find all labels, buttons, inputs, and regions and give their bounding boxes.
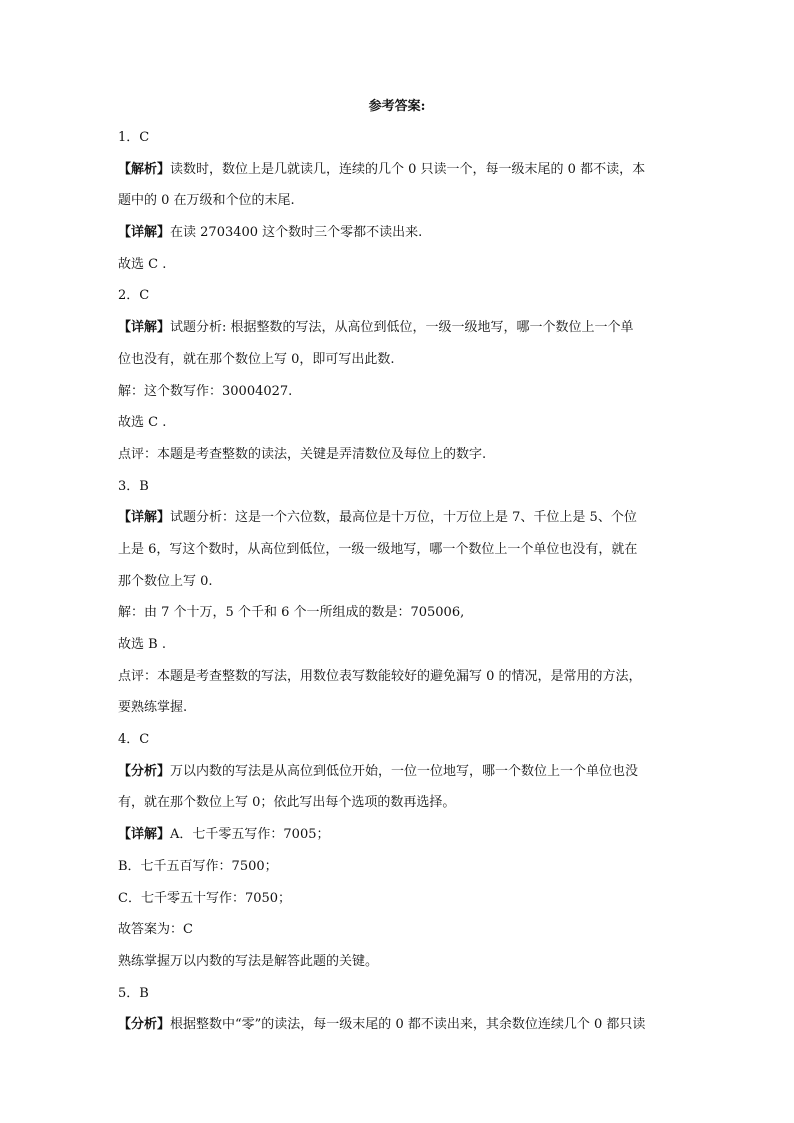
line-text: 万以内数的写法是从高位到低位开始，一位一位地写，哪一个数位上一个单位也没: [170, 763, 639, 779]
line-text: 熟练掌握万以内数的写法是解答此题的关键。: [118, 953, 379, 969]
section-tag: 【解析】: [118, 161, 171, 177]
line-text: B．七千五百写作：7500；: [118, 858, 278, 874]
text-line: [118, 692, 678, 724]
section-tag: 【分析】: [118, 763, 171, 779]
text-line: [118, 914, 678, 946]
text-line: [118, 217, 678, 249]
text-line: [118, 122, 678, 154]
text-line: [118, 946, 678, 978]
text-line: [118, 471, 678, 503]
section-tag: 【详解】: [118, 510, 171, 526]
line-text: 故选 B .: [118, 637, 166, 652]
text-line: [118, 851, 678, 883]
line-text: C．七千零五十写作：7050；: [118, 890, 292, 906]
text-line: [118, 566, 678, 598]
line-text: 试题分析：这是一个六位数，最高位是十万位，十万位上是 7、千位上是 5、个位: [170, 510, 637, 526]
line-text: 5．B: [118, 985, 149, 1001]
document-title: 参考答案:: [368, 99, 426, 114]
line-text: 试题分析: 根据整数的写法，从高位到低位，一级一级地写，哪一个数位上一个单: [170, 320, 634, 336]
line-text: 读数时，数位上是几就读几，连续的几个 0 只读一个，每一级末尾的 0 都不读，本: [170, 161, 646, 177]
line-text: A．七千零五写作：7005；: [170, 827, 330, 843]
line-text: 4．C: [118, 732, 150, 748]
answer-body: [118, 122, 678, 1041]
line-text: 上是 6，写这个数时，从高位到低位，一级一级地写，哪一个数位上一个单位也没有，就在: [118, 541, 638, 557]
line-text: 2．C: [118, 288, 150, 304]
text-line: [118, 502, 678, 534]
text-line: [118, 724, 678, 756]
text-line: [118, 185, 678, 217]
text-line: [118, 154, 678, 186]
section-tag: 【详解】: [118, 225, 171, 241]
line-text: 1．C: [118, 130, 150, 145]
text-line: [118, 439, 678, 471]
text-line: [118, 756, 678, 788]
line-text: 故选 C .: [118, 256, 167, 272]
text-line: [118, 883, 678, 915]
line-text: 故答案为：C: [118, 922, 193, 938]
text-line: [118, 819, 678, 851]
line-text: 在读 2703400 这个数时三个零都不读出来.: [170, 225, 423, 241]
text-line: [118, 978, 678, 1010]
line-text: 题中的 0 在万级和个位的末尾.: [118, 193, 295, 209]
line-text: 那个数位上写 0.: [118, 573, 213, 589]
line-text: 故选 C .: [118, 415, 167, 431]
line-text: 要熟练掌握.: [118, 700, 188, 716]
line-text: 点评：本题是考查整数的读法，关键是弄清数位及每位上的数字.: [118, 446, 487, 462]
text-line: [118, 344, 678, 376]
line-text: 根据整数中“零”的读法，每一级末尾的 0 都不读出来，其余数位连续几个 0 都只读: [170, 1017, 646, 1033]
section-tag: 【详解】: [118, 320, 171, 336]
line-text: 点评：本题是考查整数的写法，用数位表写数能较好的避免漏写 0 的情况，是常用的方法，: [118, 668, 642, 684]
section-tag: 【详解】: [118, 827, 171, 843]
section-tag: 【分析】: [118, 1017, 171, 1033]
text-line: [118, 280, 678, 312]
text-line: [118, 597, 678, 629]
line-text: 位也没有，就在那个数位上写 0，即可写出此数.: [118, 351, 395, 367]
line-text: 有，就在那个数位上写 0；依此写出每个选项的数再选择。: [118, 795, 456, 811]
text-line: [118, 312, 678, 344]
text-line: [118, 376, 678, 408]
text-line: [118, 629, 678, 661]
text-line: [118, 249, 678, 281]
text-line: [118, 787, 678, 819]
text-line: [118, 1009, 678, 1041]
text-line: [118, 407, 678, 439]
line-text: 解：由 7 个十万，5 个千和 6 个一所组成的数是：705006,: [118, 605, 465, 621]
line-text: 解：这个数写作：30004027.: [118, 383, 293, 399]
text-line: [118, 534, 678, 566]
text-line: [118, 661, 678, 693]
line-text: 3．B: [118, 478, 149, 494]
